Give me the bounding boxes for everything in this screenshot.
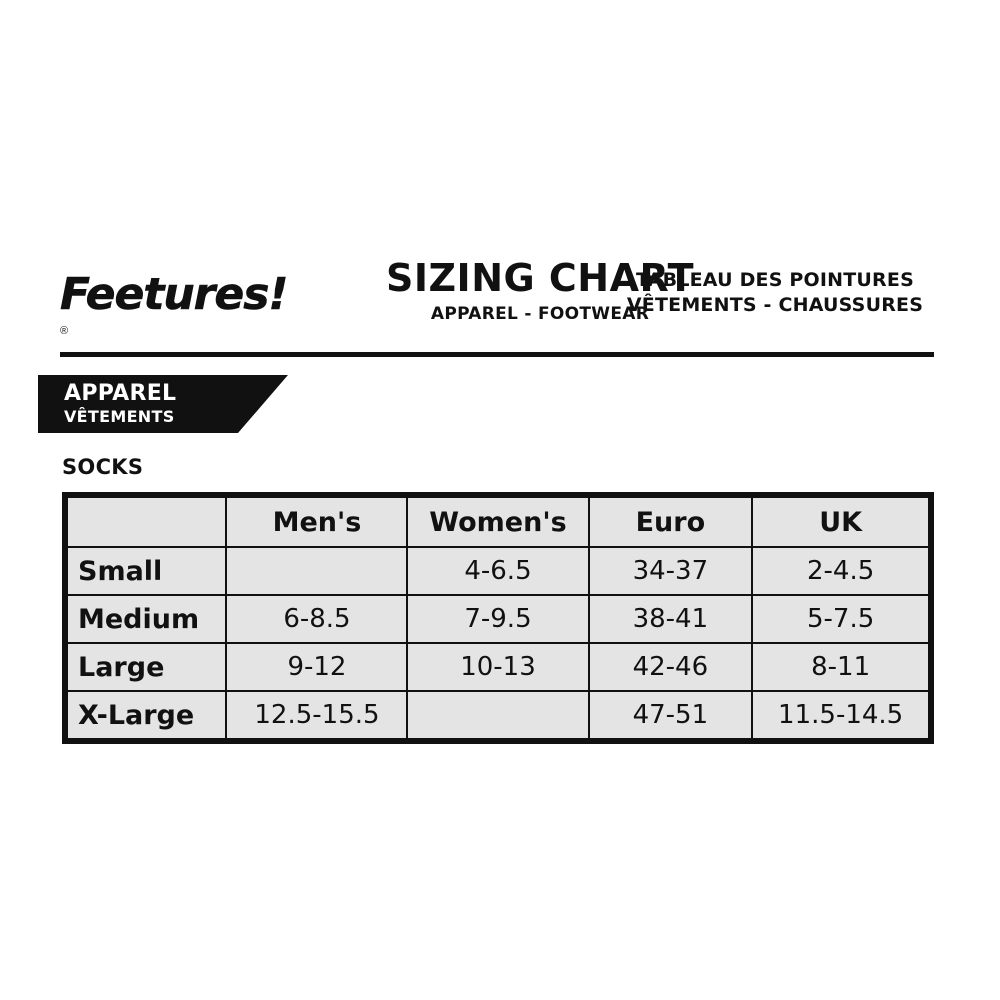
banner-text	[64, 381, 176, 426]
socks-size-table-wrapper	[62, 492, 934, 744]
document-header	[60, 250, 940, 350]
cell-medium-mens: 6-8.5	[226, 595, 407, 643]
cell-small-uk: 2-4.5	[752, 547, 929, 595]
row-label-small: Small	[67, 547, 226, 595]
cell-medium-euro: 38-41	[589, 595, 753, 643]
row-label-medium: Medium	[67, 595, 226, 643]
table-header-row	[67, 497, 929, 547]
socks-size-table	[66, 496, 930, 740]
column-header-uk: UK	[752, 497, 929, 547]
brand-logo-text: Feetures!	[60, 269, 288, 320]
banner-label-en: APPAREL	[64, 381, 177, 406]
cell-large-mens: 9-12	[226, 643, 407, 691]
section-banner-apparel	[38, 375, 288, 433]
column-header-euro: Euro	[589, 497, 753, 547]
page-subtitle-french: VÊTEMENTS - CHAUSSURES	[626, 294, 924, 316]
page-title-french: TABLEAU DES POINTURES	[636, 269, 914, 291]
cell-xlarge-mens: 12.5-15.5	[226, 691, 407, 739]
title-block-french	[610, 268, 940, 318]
subsection-title-socks: SOCKS	[62, 455, 144, 479]
cell-small-euro: 34-37	[589, 547, 753, 595]
banner-label-fr: VÊTEMENTS	[64, 407, 175, 426]
header-divider	[60, 352, 934, 357]
column-header-mens: Men's	[226, 497, 407, 547]
row-label-large: Large	[67, 643, 226, 691]
column-header-size	[67, 497, 226, 547]
page-subtitle: APPAREL - FOOTWEAR	[430, 304, 650, 324]
cell-small-mens	[226, 547, 407, 595]
cell-xlarge-womens	[407, 691, 588, 739]
table-row	[67, 691, 929, 739]
cell-large-euro: 42-46	[589, 643, 753, 691]
cell-medium-womens: 7-9.5	[407, 595, 588, 643]
cell-medium-uk: 5-7.5	[752, 595, 929, 643]
page-title: SIZING CHART	[386, 256, 694, 300]
cell-xlarge-uk: 11.5-14.5	[752, 691, 929, 739]
brand-logo	[60, 265, 288, 337]
registered-trademark-icon: ®	[60, 325, 69, 337]
row-label-xlarge: X-Large	[67, 691, 226, 739]
cell-large-uk: 8-11	[752, 643, 929, 691]
table-row	[67, 547, 929, 595]
table-row	[67, 595, 929, 643]
column-header-womens: Women's	[407, 497, 588, 547]
cell-small-womens: 4-6.5	[407, 547, 588, 595]
cell-large-womens: 10-13	[407, 643, 588, 691]
table-row	[67, 643, 929, 691]
cell-xlarge-euro: 47-51	[589, 691, 753, 739]
